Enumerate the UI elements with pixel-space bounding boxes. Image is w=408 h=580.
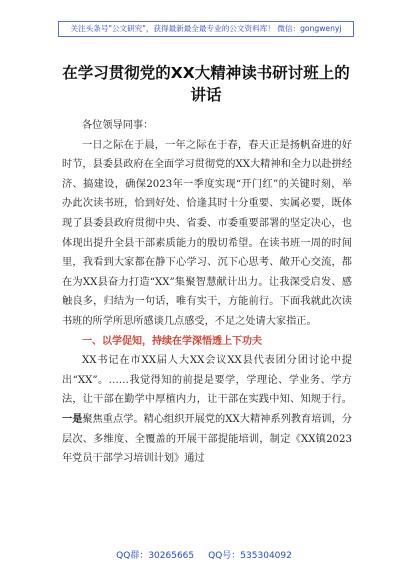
footer-qq: QQ号：535304092 (208, 551, 292, 561)
section-heading: 一、以学促知，持续在学深悟透上下功夫 (82, 335, 262, 347)
document-title: 在学习贯彻党的XX大精神读书研讨班上的讲话 (62, 64, 350, 104)
footer (0, 548, 408, 561)
emphasis-text: 一是 (62, 412, 83, 425)
document-body (62, 116, 352, 469)
paragraph-text: 聚焦重点学。精心组织开展党的XX大精神系列教育培训，分层次、多维度、全覆盖的开展干部提能培训，制定《XX镇2023年党员干部学习培训计划》通过 (62, 413, 352, 465)
paragraph-text: XX书记在市XX届人大XX会议XX县代表团分团讨论中提出“XX”。……我觉得知的前提是要学，学理论、学业务、学方法，让干部在勤学中厚植内力，让干部在实践中知、知规于行。 (62, 355, 352, 406)
paragraph (62, 351, 352, 469)
top-banner: 关注头条号"公文研究"，获得最新最全最专业的公文资料库！ 微信：gongwenyj (58, 21, 354, 37)
footer-qq-group: QQ群：30265665 (116, 551, 195, 561)
paragraph: 一日之际在于晨，一年之际在于春，春天正是扬帆奋进的好时节，县委县政府在全面学习贯彻党的XX大精神和全力以赴拼经济、搞建设，确保2023年一季度实现“开门红”的关键时刻，举办此次读书班，恰到好处、恰逢其时十分重要、实属必要，既体现了县委县政府贯彻中央、省委、市委重要部署的坚定决心，也体现出提升全县干部素质能力的殷切希望。在读书班一周的时间里，我看到大家都在静下心学习、沉下心思考、敞开心交流，都在为XX县奋力打造“XX”集聚智慧献计出力。让我深受启发、感触良多，归结为一句话，唯有实干，方能前行。下面我就此次读书班的所学所思所感谈几点感受，不足之处请大家指正。 (62, 139, 352, 327)
greeting: 各位领导同事： (82, 120, 154, 131)
